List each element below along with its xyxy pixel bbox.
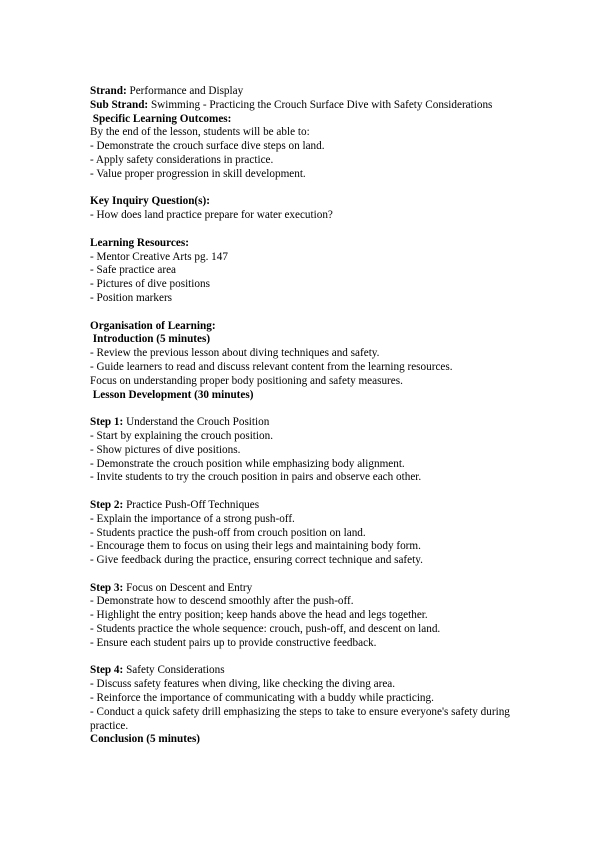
- conclusion-heading: [90, 733, 510, 747]
- conclusion-title: Conclusion (5 minutes): [90, 733, 201, 746]
- spacer: [90, 306, 510, 320]
- step-label: Step 2:: [90, 498, 124, 511]
- resources-heading: [90, 237, 510, 251]
- step-heading: [90, 582, 510, 596]
- strand-line: [90, 85, 510, 99]
- step-label: Step 4:: [90, 664, 124, 677]
- spacer: [90, 223, 510, 237]
- outcomes-heading: [90, 113, 510, 127]
- organisation-heading: [90, 320, 510, 334]
- lesson-plan-body: [90, 85, 510, 747]
- step-title: Understand the Crouch Position: [126, 416, 270, 429]
- step-heading: [90, 499, 510, 513]
- spacer: [90, 485, 510, 499]
- introduction-item: - Guide learners to read and discuss relevant content from the learning resources.: [90, 360, 453, 373]
- resource-item: - Safe practice area: [90, 264, 177, 277]
- resource-item: - Mentor Creative Arts pg. 147: [90, 250, 228, 263]
- strand-label: Strand:: [90, 85, 127, 97]
- organisation-title: Organisation of Learning:: [90, 319, 216, 332]
- introduction-item: Focus on understanding proper body positioning and safety measures.: [90, 374, 403, 387]
- spacer: [90, 568, 510, 582]
- step-item: - Demonstrate how to descend smoothly after the push-off.: [90, 595, 354, 608]
- spacer: [90, 182, 510, 196]
- step-item: - Invite students to try the crouch position in pairs and observe each other.: [90, 471, 422, 484]
- inquiry-heading: [90, 195, 510, 209]
- development-heading: [90, 389, 510, 403]
- step-title: Focus on Descent and Entry: [126, 581, 253, 594]
- step-item: - Demonstrate the crouch position while emphasizing body alignment.: [90, 457, 405, 470]
- resource-item: - Position markers: [90, 291, 173, 304]
- step-label: Step 3:: [90, 581, 124, 594]
- introduction-title: Introduction (5 minutes): [92, 333, 211, 346]
- step-item: - Ensure each student pairs up to provide constructive feedback.: [90, 636, 377, 649]
- step-heading: [90, 664, 510, 678]
- strand-value: Performance and Display: [129, 85, 244, 97]
- step-item: - Give feedback during the practice, ensuring correct technique and safety.: [90, 554, 423, 567]
- spacer: [90, 651, 510, 665]
- outcomes-title: Specific Learning Outcomes:: [92, 112, 232, 125]
- introduction-item: - Review the previous lesson about diving techniques and safety.: [90, 347, 380, 360]
- outcomes-intro: By the end of the lesson, students will be able to:: [90, 126, 310, 139]
- outcome-item: - Demonstrate the crouch surface dive steps on land.: [90, 140, 325, 153]
- resources-title: Learning Resources:: [90, 236, 189, 249]
- step-title: Practice Push-Off Techniques: [126, 498, 260, 511]
- substrand-label: Sub Strand:: [90, 98, 149, 111]
- step-item: - Start by explaining the crouch position.: [90, 429, 274, 442]
- inquiry-item: - How does land practice prepare for water execution?: [90, 209, 333, 222]
- step-item: - Conduct a quick safety drill emphasizing the steps to take to ensure everyone's safety during practice.: [90, 705, 510, 732]
- step-item: - Discuss safety features when diving, like checking the diving area.: [90, 678, 396, 691]
- step-item: - Encourage them to focus on using their legs and maintaining body form.: [90, 540, 421, 553]
- step-item: - Students practice the push-off from crouch position on land.: [90, 526, 366, 539]
- development-title: Lesson Development (30 minutes): [92, 388, 254, 401]
- step-item: - Show pictures of dive positions.: [90, 443, 241, 456]
- step-title: Safety Considerations: [126, 664, 225, 677]
- step-label: Step 1:: [90, 416, 124, 429]
- spacer: [90, 402, 510, 416]
- step-item: - Highlight the entry position; keep hands above the head and legs together.: [90, 609, 428, 622]
- step-item: - Students practice the whole sequence: crouch, push-off, and descent on land.: [90, 623, 441, 636]
- step-item: - Reinforce the importance of communicating with a buddy while practicing.: [90, 692, 434, 705]
- inquiry-title: Key Inquiry Question(s):: [90, 195, 210, 208]
- step-item: - Explain the importance of a strong push-off.: [90, 512, 295, 525]
- substrand-value: Swimming - Practicing the Crouch Surface Dive with Safety Considerations: [150, 98, 493, 111]
- outcome-item: - Apply safety considerations in practice.: [90, 153, 274, 166]
- outcome-item: - Value proper progression in skill development.: [90, 167, 306, 180]
- resource-item: - Pictures of dive positions: [90, 278, 210, 291]
- introduction-heading: [90, 333, 510, 347]
- substrand-line: [90, 99, 510, 113]
- step-heading: [90, 416, 510, 430]
